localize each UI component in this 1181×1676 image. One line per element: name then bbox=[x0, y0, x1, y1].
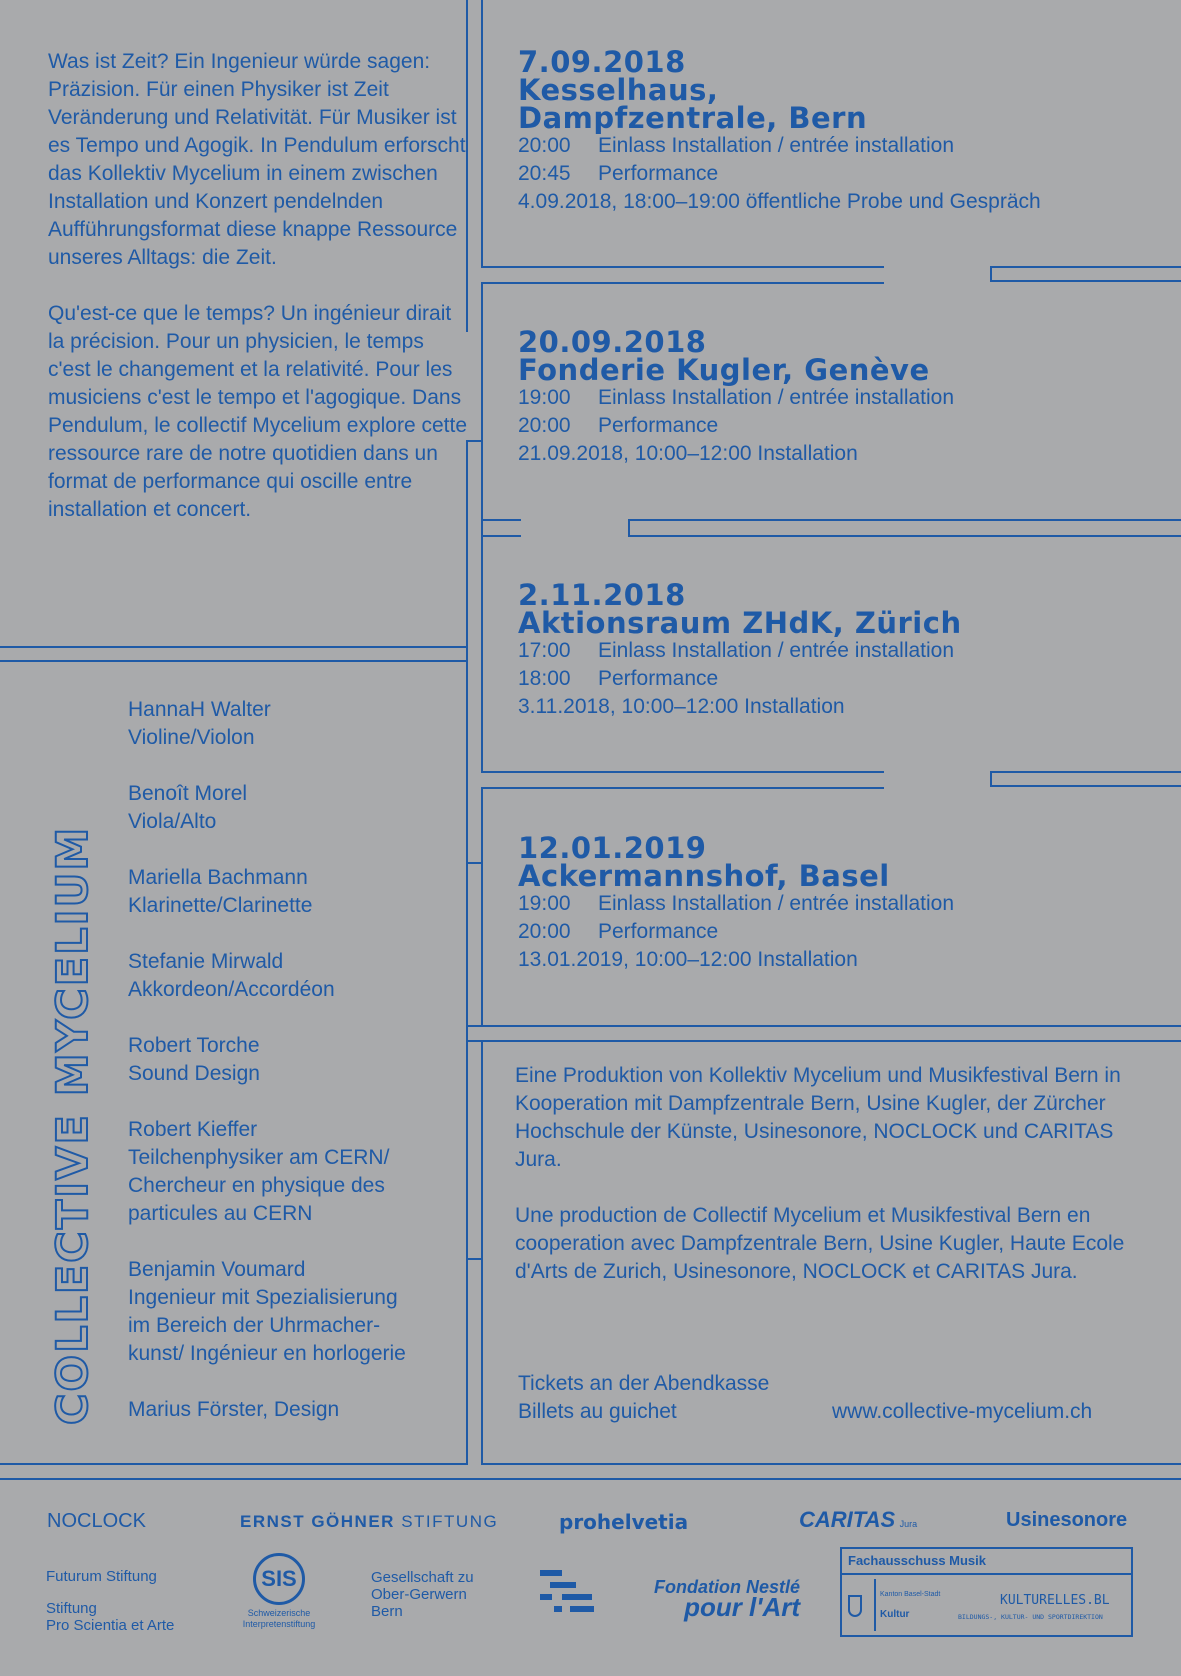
divider bbox=[0, 646, 468, 648]
event-row bbox=[518, 637, 1138, 665]
sponsor-fachausschuss-box bbox=[840, 1547, 1133, 1637]
divider bbox=[481, 519, 521, 521]
member bbox=[128, 1032, 468, 1088]
member-name: Mariella Bachmann bbox=[128, 866, 308, 889]
event-row bbox=[518, 890, 1138, 918]
event-row-text: Einlass Installation / entrée installation bbox=[598, 386, 955, 409]
sponsor-noclock: NOCLOCK bbox=[47, 1510, 146, 1532]
intro-french: Qu'est-ce que le temps? Un ingénieur dirait la précision. Pour un physicien, le temps c'est le changement et la relativité. Pour les musiciens c'est le tempo et l'agogique. Dans Pendulum, le collectif Mycelium explore cette ressource rare de notre quotidien dans un format de performance qui oscille entre installation et concert. bbox=[48, 302, 468, 521]
member-name: HannaH Walter bbox=[128, 698, 271, 721]
event-row bbox=[518, 412, 1138, 440]
member-name: Benoît Morel bbox=[128, 782, 248, 805]
member bbox=[128, 948, 468, 1004]
sis-logo-text: SIS bbox=[261, 1566, 297, 1591]
member bbox=[128, 780, 468, 836]
member-role: Viola/Alto bbox=[128, 810, 217, 833]
member-list bbox=[128, 696, 468, 1452]
divider bbox=[842, 1573, 1131, 1575]
ticket-info bbox=[518, 1370, 769, 1426]
event-row-text: Performance bbox=[598, 414, 719, 437]
divider bbox=[990, 771, 1181, 787]
kultur-label: Kultur bbox=[880, 1609, 910, 1620]
member-role: Klarinette/Clarinette bbox=[128, 894, 313, 917]
member bbox=[128, 1116, 468, 1228]
sponsor-caritas bbox=[799, 1507, 917, 1533]
event-row bbox=[518, 918, 1138, 946]
member bbox=[128, 696, 468, 752]
divider bbox=[466, 1025, 1181, 1027]
sponsor-line: pour l'Art bbox=[684, 1592, 801, 1622]
member-name: Robert Torche bbox=[128, 1034, 260, 1057]
event-venue: Fonderie Kugler, Genève bbox=[518, 353, 930, 387]
divider bbox=[481, 535, 521, 537]
divider bbox=[481, 1463, 1181, 1465]
event-time: 20:00 bbox=[518, 134, 571, 157]
sponsor-usinesonore: Usinesonore bbox=[1006, 1509, 1128, 1531]
member-role: im Bereich der Uhrmacher- bbox=[128, 1314, 381, 1337]
sponsor-ernst-goehner bbox=[240, 1512, 498, 1532]
sponsor-line: Pro Scientia et Arte bbox=[46, 1617, 175, 1634]
member-name: Robert Kieffer bbox=[128, 1118, 258, 1141]
divider bbox=[466, 1258, 483, 1260]
kulturelles-label: KULTURELLES.BL bbox=[1000, 1593, 1110, 1608]
sponsor-futurum: Futurum Stiftung bbox=[46, 1568, 157, 1585]
event-time: 19:00 bbox=[518, 892, 571, 915]
event-row bbox=[518, 132, 1138, 160]
member-role: particules au CERN bbox=[128, 1202, 313, 1225]
divider bbox=[466, 1040, 1181, 1042]
sponsor-line: Ober-Gerwern bbox=[371, 1586, 467, 1603]
member-role: Akkordeon/Accordéon bbox=[128, 978, 335, 1001]
sponsor-caritas-name: CARITAS bbox=[799, 1507, 896, 1532]
divider bbox=[0, 1463, 468, 1465]
divider bbox=[481, 0, 483, 268]
production-credits bbox=[515, 1062, 1155, 1314]
divider bbox=[0, 660, 468, 662]
sponsor-prohelvetia: prohelvetia bbox=[559, 1510, 689, 1534]
sponsor-ober-gerwern bbox=[371, 1569, 474, 1620]
divider bbox=[481, 266, 884, 268]
event-time: 20:00 bbox=[518, 414, 571, 437]
basel-crest-icon bbox=[848, 1595, 862, 1617]
intro-german: Was ist Zeit? Ein Ingenieur würde sagen: Präzision. Für einen Physiker ist Zeit Veränderung und Relativität. Für Musiker ist es Tempo und Agogik. In Pendulum erforscht das Kollektiv Mycelium in einem zwischen Installation und Konzert pendelnden Aufführungsformat diese knappe Ressource unseres Alltags: die Zeit. bbox=[48, 50, 466, 269]
sis-logo-icon bbox=[253, 1553, 305, 1605]
member-role: Violine/Violon bbox=[128, 726, 255, 749]
divider bbox=[481, 1040, 483, 1464]
divider bbox=[0, 1478, 1181, 1480]
event-row-text: Einlass Installation / entrée installation bbox=[598, 892, 955, 915]
member bbox=[128, 864, 468, 920]
divider bbox=[481, 535, 483, 773]
event-venue: Aktionsraum ZHdK, Zürich bbox=[518, 606, 962, 640]
sponsor-line: Interpretenstiftung bbox=[242, 1619, 316, 1629]
vertical-title: COLLECTIVE MYCELIUM bbox=[48, 825, 98, 1425]
event-extra: 4.09.2018, 18:00–19:00 öffentliche Probe und Gespräch bbox=[518, 190, 1041, 213]
divider bbox=[874, 1579, 876, 1631]
event-venue: Kesselhaus, bbox=[518, 73, 719, 107]
basel-stadt-label: Kanton Basel-Stadt bbox=[880, 1591, 941, 1598]
event bbox=[518, 45, 1138, 216]
sponsor-line: Bern bbox=[371, 1603, 403, 1620]
stairs-logo-icon bbox=[540, 1568, 596, 1618]
event-row-text: Einlass Installation / entrée installation bbox=[598, 134, 955, 157]
event-time: 20:45 bbox=[518, 162, 571, 185]
event-row-text: Einlass Installation / entrée installation bbox=[598, 639, 955, 662]
member-role: Sound Design bbox=[128, 1062, 260, 1085]
event-time: 17:00 bbox=[518, 639, 571, 662]
member bbox=[128, 1256, 468, 1368]
sponsor-line: Schweizerische bbox=[247, 1608, 311, 1618]
event-time: 19:00 bbox=[518, 386, 571, 409]
event-date: 20.09.2018 bbox=[518, 325, 707, 359]
divider bbox=[481, 771, 884, 773]
ticket-line: Tickets an der Abendkasse bbox=[518, 1372, 770, 1395]
divider bbox=[990, 266, 1181, 282]
member-name: Marius Förster, Design bbox=[128, 1398, 340, 1421]
sponsor-goehner-name: ERNST GÖHNER bbox=[240, 1512, 395, 1531]
event-venue: Dampfzentrale, Bern bbox=[518, 101, 868, 135]
fachausschuss-title: Fachausschuss Musik bbox=[848, 1553, 986, 1568]
sponsor-line: Fondation Nestlé bbox=[654, 1577, 801, 1597]
event-time: 18:00 bbox=[518, 667, 571, 690]
event-venue: Ackermannshof, Basel bbox=[518, 859, 890, 893]
event-time: 20:00 bbox=[518, 920, 571, 943]
event-date: 7.09.2018 bbox=[518, 45, 686, 79]
sponsor-pro-scientia bbox=[46, 1600, 174, 1634]
sponsor-sis-sub bbox=[236, 1608, 322, 1630]
event-extra: 21.09.2018, 10:00–12:00 Installation bbox=[518, 442, 858, 465]
ticket-line: Billets au guichet bbox=[518, 1400, 677, 1423]
event-date: 12.01.2019 bbox=[518, 831, 707, 865]
member-role: Ingenieur mit Spezialisierung bbox=[128, 1286, 398, 1309]
event-row-text: Performance bbox=[598, 667, 719, 690]
event-extra: 13.01.2019, 10:00–12:00 Installation bbox=[518, 948, 858, 971]
event bbox=[518, 831, 1138, 974]
member bbox=[128, 1396, 468, 1424]
website-link[interactable]: www.collective-mycelium.ch bbox=[832, 1400, 1093, 1423]
member-role: Chercheur en physique des bbox=[128, 1174, 385, 1197]
event bbox=[518, 578, 1138, 721]
event-row-text: Performance bbox=[598, 162, 719, 185]
member-role: kunst/ Ingénieur en horlogerie bbox=[128, 1342, 406, 1365]
sponsor-line: Gesellschaft zu bbox=[371, 1569, 474, 1586]
production-french: Une production de Collectif Mycelium et Musikfestival Bern en cooperation avec Dampfzentrale Bern, Usine Kugler, Haute Ecole d'Arts de Zurich, Usinesonore, NOCLOCK et CARITAS Jura. bbox=[515, 1204, 1125, 1283]
sponsor-line: Stiftung bbox=[46, 1600, 97, 1617]
sponsor-nestle bbox=[654, 1577, 801, 1622]
sponsor-goehner-stiftung: STIFTUNG bbox=[401, 1512, 499, 1531]
intro-text bbox=[48, 48, 468, 552]
event-date: 2.11.2018 bbox=[518, 578, 686, 612]
production-german: Eine Produktion von Kollektiv Mycelium und Musikfestival Bern in Kooperation mit Dampfzentrale Bern, Usine Kugler, der Zürcher Hochschule der Künste, Usinesonore, NOCLOCK und CARITAS Jura. bbox=[515, 1064, 1121, 1171]
member-name: Benjamin Voumard bbox=[128, 1258, 306, 1281]
event-row bbox=[518, 384, 1138, 412]
event-row bbox=[518, 665, 1138, 693]
divider bbox=[628, 519, 1181, 537]
event-row-text: Performance bbox=[598, 920, 719, 943]
sponsor-sis bbox=[236, 1553, 322, 1630]
sponsor-caritas-sub: Jura bbox=[899, 1519, 918, 1529]
bildung-label: BILDUNGS-, KULTUR- UND SPORTDIREKTION bbox=[958, 1613, 1103, 1621]
event bbox=[518, 325, 1138, 468]
member-role: Teilchenphysiker am CERN/ bbox=[128, 1146, 390, 1169]
event-extra: 3.11.2018, 10:00–12:00 Installation bbox=[518, 695, 845, 718]
event-row bbox=[518, 160, 1138, 188]
member-name: Stefanie Mirwald bbox=[128, 950, 284, 973]
